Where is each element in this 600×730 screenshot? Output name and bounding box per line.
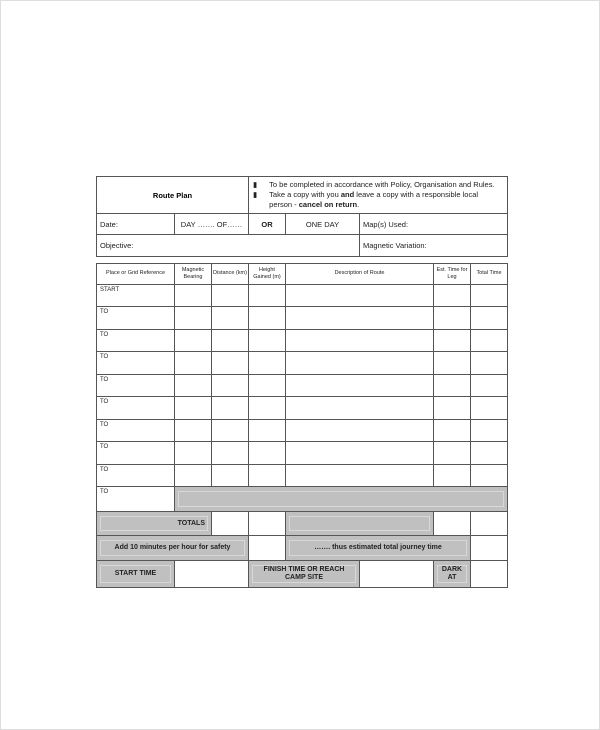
- safety-row: [97, 536, 508, 561]
- safety-label: Add 10 minutes per hour for safety: [100, 540, 245, 556]
- bearing-cell[interactable]: [175, 397, 212, 420]
- start-time-field[interactable]: [175, 560, 249, 587]
- total-leg-time[interactable]: [434, 511, 471, 536]
- leg-time-cell[interactable]: [434, 464, 471, 487]
- column-header: Description of Route: [286, 264, 434, 285]
- one-day-field[interactable]: ONE DAY: [286, 214, 360, 235]
- table-row: [97, 352, 508, 375]
- table-row: [97, 329, 508, 352]
- bearing-cell[interactable]: [175, 374, 212, 397]
- height-cell[interactable]: [249, 419, 286, 442]
- total-time-cell[interactable]: [471, 464, 508, 487]
- total-time-cell[interactable]: [471, 374, 508, 397]
- total-time-cell[interactable]: [471, 329, 508, 352]
- total-time-cell[interactable]: [471, 397, 508, 420]
- bearing-cell[interactable]: [175, 464, 212, 487]
- total-time-cell[interactable]: [471, 352, 508, 375]
- distance-cell[interactable]: [212, 284, 249, 307]
- table-row: [97, 487, 508, 512]
- height-cell[interactable]: [249, 352, 286, 375]
- leg-time-cell[interactable]: [434, 329, 471, 352]
- description-cell[interactable]: [286, 464, 434, 487]
- table-row: [97, 442, 508, 465]
- height-cell[interactable]: [249, 397, 286, 420]
- place-cell[interactable]: TO: [97, 374, 175, 397]
- total-time-cell[interactable]: [471, 284, 508, 307]
- distance-cell[interactable]: [212, 352, 249, 375]
- instructions: [249, 177, 508, 214]
- description-cell[interactable]: [286, 397, 434, 420]
- dark-at-label: DARK AT: [437, 565, 467, 583]
- leg-time-cell[interactable]: [434, 307, 471, 330]
- place-cell[interactable]: TO: [97, 442, 175, 465]
- description-cell[interactable]: [286, 419, 434, 442]
- description-cell[interactable]: [286, 329, 434, 352]
- day-of-field[interactable]: DAY ……. OF……: [175, 214, 249, 235]
- page-title: Route Plan: [97, 177, 249, 214]
- table-row: [97, 284, 508, 307]
- height-cell[interactable]: [249, 284, 286, 307]
- route-table: [96, 263, 508, 588]
- place-cell[interactable]: TO: [97, 464, 175, 487]
- height-cell[interactable]: [249, 464, 286, 487]
- table-row: [97, 397, 508, 420]
- distance-cell[interactable]: [212, 307, 249, 330]
- column-header: Distance (km): [212, 264, 249, 285]
- leg-time-cell[interactable]: [434, 374, 471, 397]
- distance-cell[interactable]: [212, 464, 249, 487]
- column-header: Magnetic Bearing: [175, 264, 212, 285]
- total-time-cell[interactable]: [471, 419, 508, 442]
- bullet-icon: ▮: [253, 180, 258, 189]
- estimated-total-label: ……. thus estimated total journey time: [289, 540, 467, 556]
- table-row: [97, 307, 508, 330]
- shaded-cell: [175, 487, 508, 512]
- column-header: Est. Time for Leg: [434, 264, 471, 285]
- table-header: [97, 264, 508, 285]
- distance-cell[interactable]: [212, 329, 249, 352]
- date-field[interactable]: Date:: [97, 214, 175, 235]
- place-cell[interactable]: TO: [97, 329, 175, 352]
- column-header: Total Time: [471, 264, 508, 285]
- place-cell[interactable]: TO: [97, 419, 175, 442]
- header-table: [96, 176, 508, 257]
- distance-cell[interactable]: [212, 397, 249, 420]
- height-cell[interactable]: [249, 374, 286, 397]
- bearing-cell[interactable]: [175, 284, 212, 307]
- leg-time-cell[interactable]: [434, 442, 471, 465]
- description-cell[interactable]: [286, 374, 434, 397]
- leg-time-cell[interactable]: [434, 419, 471, 442]
- height-cell[interactable]: [249, 307, 286, 330]
- finish-time-label: FINISH TIME OR REACH CAMP SITE: [252, 565, 356, 583]
- times-row: [97, 560, 508, 587]
- leg-time-cell[interactable]: [434, 397, 471, 420]
- description-cell[interactable]: [286, 307, 434, 330]
- place-cell[interactable]: TO: [97, 352, 175, 375]
- column-header: Height Gained (m): [249, 264, 286, 285]
- total-height[interactable]: [249, 511, 286, 536]
- totals-row: [97, 511, 508, 536]
- table-row: [97, 374, 508, 397]
- start-time-label: START TIME: [100, 565, 171, 583]
- distance-cell[interactable]: [212, 442, 249, 465]
- bearing-cell[interactable]: [175, 442, 212, 465]
- height-cell[interactable]: [249, 329, 286, 352]
- bearing-cell[interactable]: [175, 329, 212, 352]
- distance-cell[interactable]: [212, 419, 249, 442]
- total-distance[interactable]: [212, 511, 249, 536]
- total-time-cell[interactable]: [471, 442, 508, 465]
- table-row: [97, 464, 508, 487]
- bearing-cell[interactable]: [175, 307, 212, 330]
- finish-time-field[interactable]: [360, 560, 434, 587]
- description-cell[interactable]: [286, 442, 434, 465]
- bullet-icon: ▮: [253, 190, 258, 199]
- objective-field[interactable]: Objective:: [97, 235, 360, 257]
- place-cell[interactable]: TO: [97, 397, 175, 420]
- totals-label: TOTALS: [100, 516, 208, 532]
- leg-time-cell[interactable]: [434, 352, 471, 375]
- place-cell[interactable]: TO: [97, 307, 175, 330]
- column-header: Place or Grid Reference: [97, 264, 175, 285]
- instruction-2: Take a copy with you and leave a copy with a responsible local person - cancel on return.: [269, 190, 479, 209]
- description-cell[interactable]: [286, 284, 434, 307]
- bearing-cell[interactable]: [175, 419, 212, 442]
- or-label: OR: [249, 214, 286, 235]
- total-time[interactable]: [471, 511, 508, 536]
- place-cell[interactable]: TO: [97, 487, 175, 512]
- safety-time[interactable]: [249, 536, 286, 561]
- magnetic-variation-field[interactable]: Magnetic Variation:: [360, 235, 508, 257]
- total-time-cell[interactable]: [471, 307, 508, 330]
- table-row: [97, 419, 508, 442]
- height-cell[interactable]: [249, 442, 286, 465]
- bearing-cell[interactable]: [175, 352, 212, 375]
- place-cell[interactable]: START: [97, 284, 175, 307]
- dark-at-field[interactable]: [471, 560, 508, 587]
- leg-time-cell[interactable]: [434, 284, 471, 307]
- instruction-1: To be completed in accordance with Policy, Organisation and Rules.: [269, 180, 495, 189]
- estimated-total-time[interactable]: [471, 536, 508, 561]
- distance-cell[interactable]: [212, 374, 249, 397]
- description-cell[interactable]: [286, 352, 434, 375]
- maps-used-field[interactable]: Map(s) Used:: [360, 214, 508, 235]
